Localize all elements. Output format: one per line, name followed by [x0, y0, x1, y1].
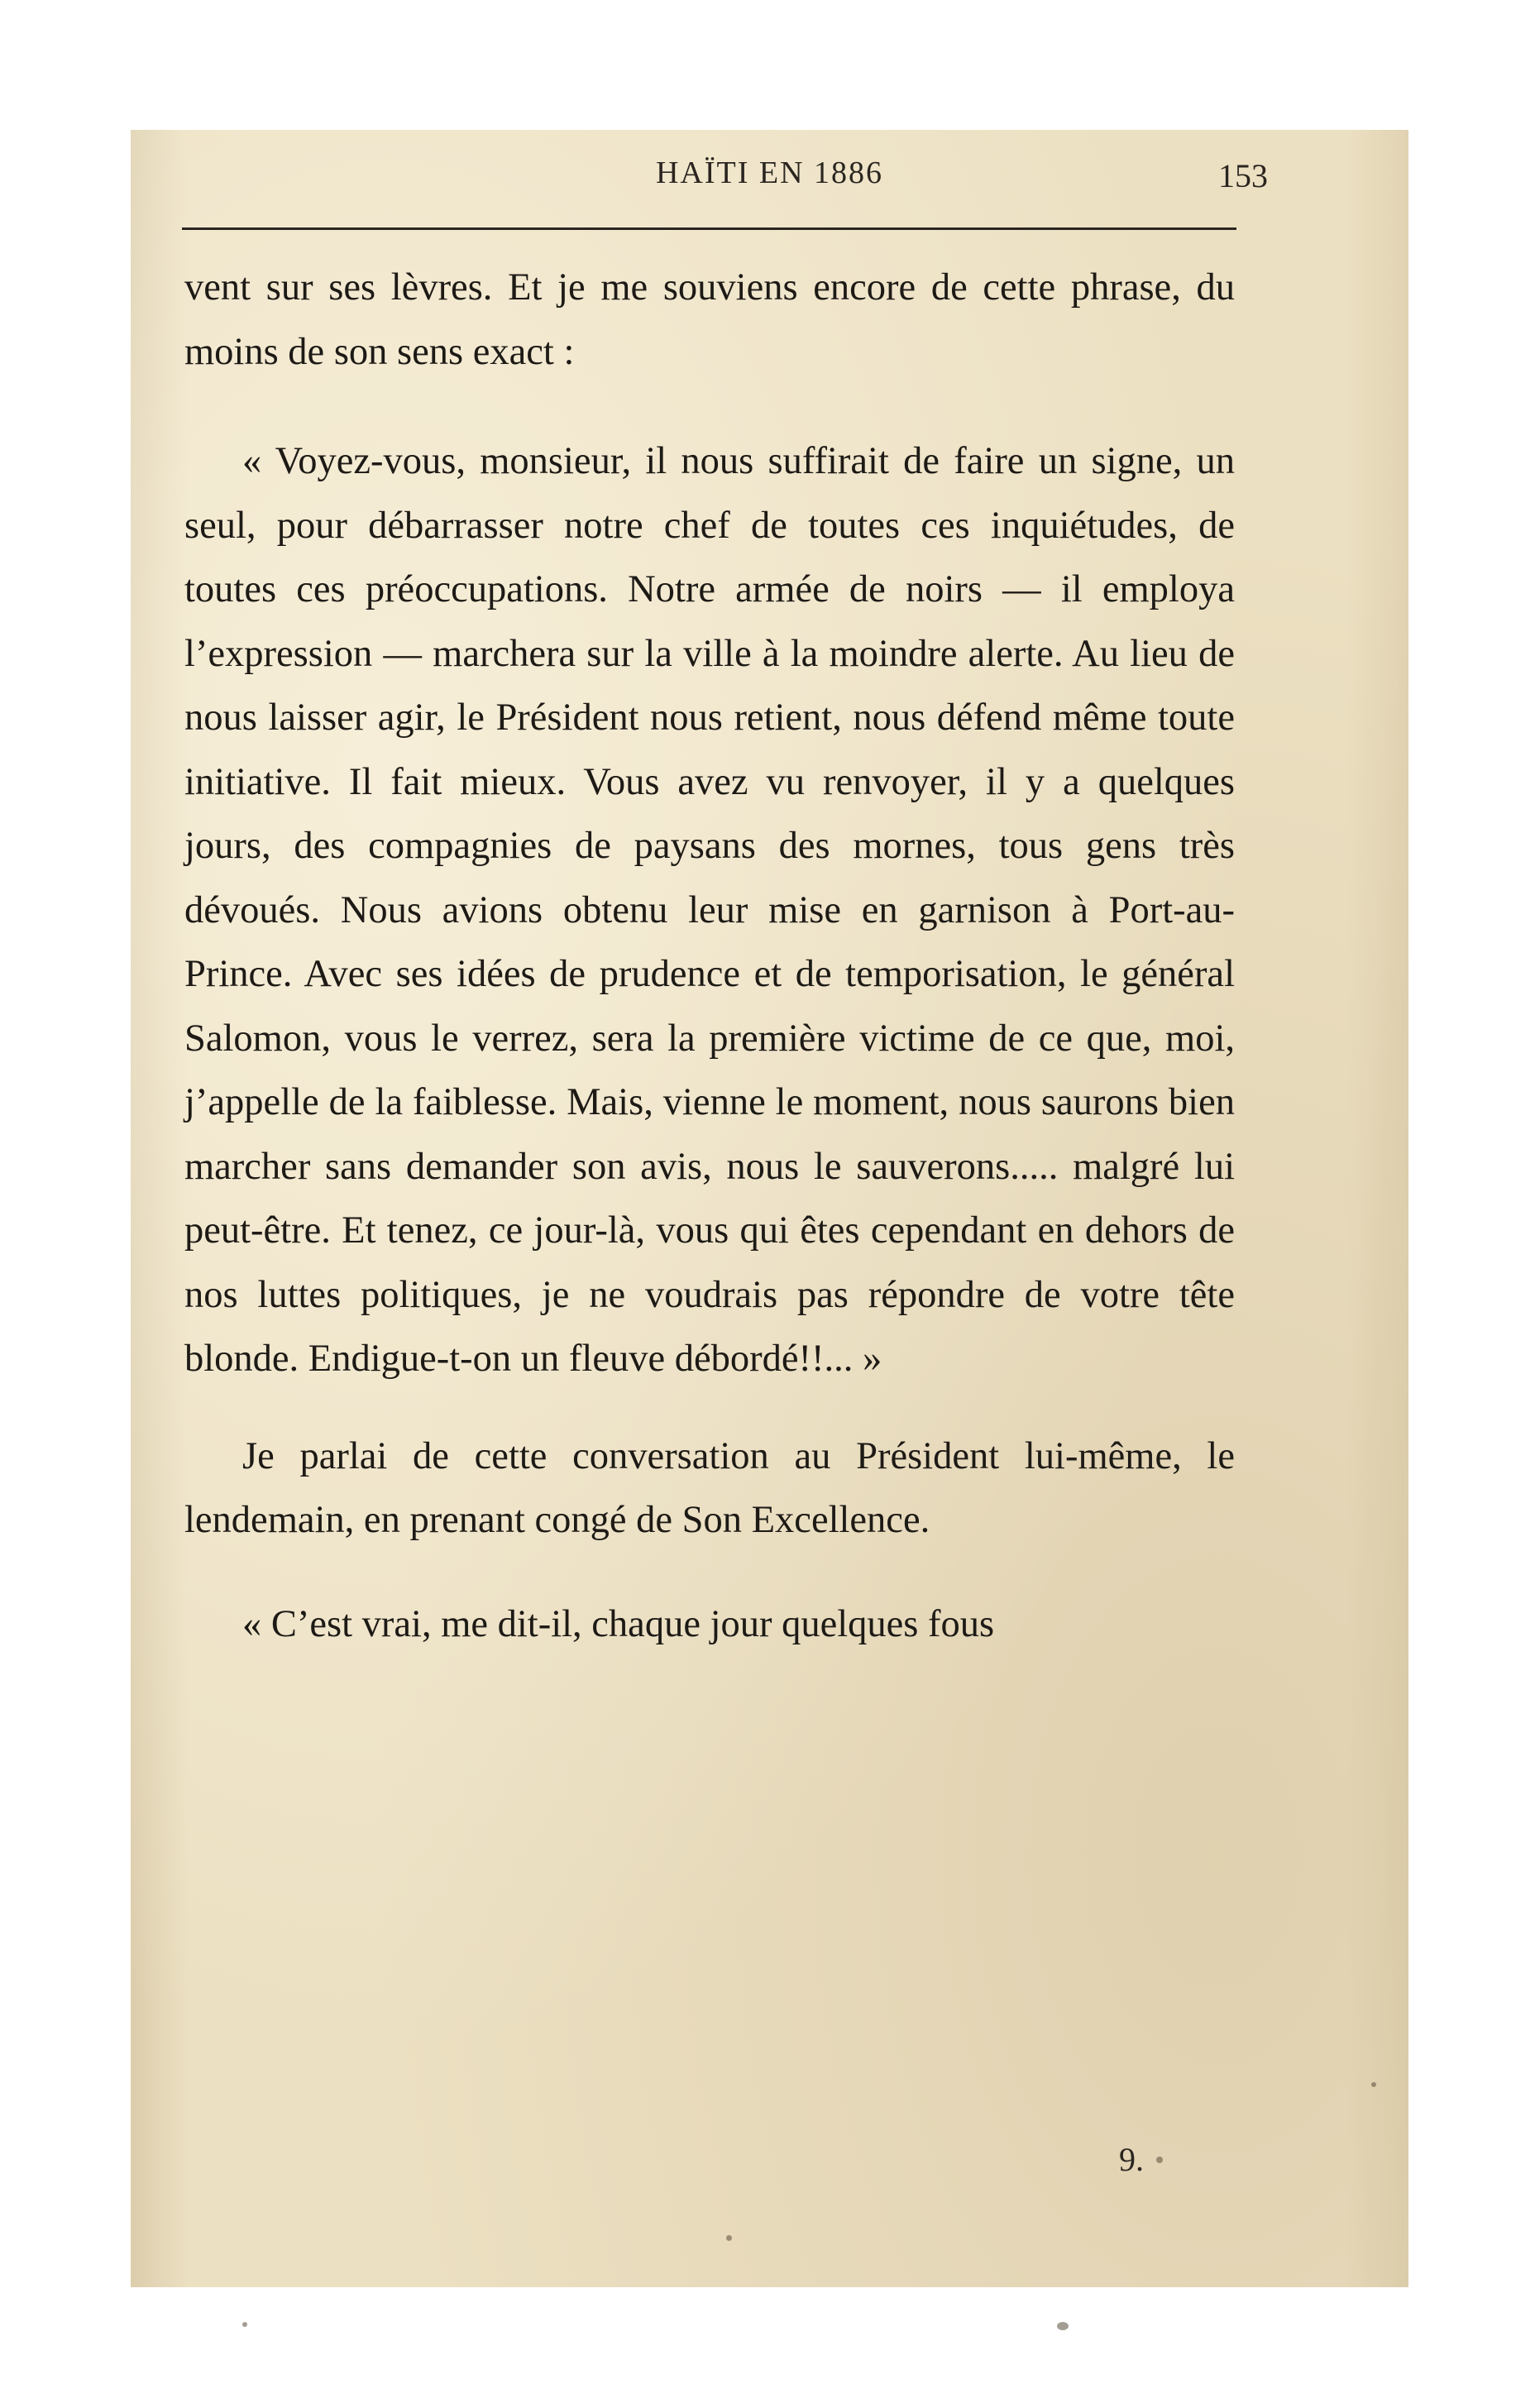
page-header: [131, 130, 1408, 221]
signature-mark: 9.: [1119, 2141, 1144, 2178]
paragraph: vent sur ses lèvres. Et je me souviens encore de cette phrase, du moins de son sens exact :: [184, 266, 1235, 373]
paper-speck: [242, 2322, 247, 2327]
paragraph: « C’est vrai, me dit-il, chaque jour quelques fous: [242, 1602, 995, 1645]
body-text: [184, 256, 1235, 1656]
paragraph: Je parlai de cette conversation au Président lui-même, le lendemain, en prenant congé de Son Excellence.: [184, 1434, 1235, 1541]
paper-speck: [1057, 2322, 1069, 2330]
header-rule: [182, 227, 1236, 230]
paper-speck: [1156, 2157, 1163, 2163]
paper-speck: [1371, 2082, 1376, 2087]
paper-speck: [726, 2235, 732, 2241]
book-page: [131, 130, 1408, 2287]
paragraph: « Voyez-vous, monsieur, il nous suffirait de faire un signe, un seul, pour débarrasser notre chef de toutes ces inquiétudes, de toutes ces préoccupations. Notre armée de noirs — il employa l’expression — marchera sur la ville à la moindre alerte. Au lieu de nous laisser agir, le Président nous retient, nous défend même toute initiative. Il fait mieux. Vous avez vu renvoyer, il y a quelques jours, des compagnies de paysans des mornes, tous gens très dévoués. Nous avions obtenu leur mise en garnison à Port-au-Prince. Avec ses idées de prudence et de temporisation, le général Salomon, vous le verrez, sera la première victime de ce que, moi, j’appelle de la faiblesse. Mais, vienne le moment, nous saurons bien marcher sans demander son avis, nous le sauverons..... malgré lui peut-être. Et tenez, ce jour-là, vous qui êtes cependant en dehors de nos luttes politiques, je ne voudrais pas répondre de votre tête blonde. Endigue-t-on un fleuve débordé!!... »: [184, 440, 1235, 1380]
page-number: 153: [1218, 157, 1268, 194]
running-title: HAÏTI EN 1886: [655, 156, 884, 190]
